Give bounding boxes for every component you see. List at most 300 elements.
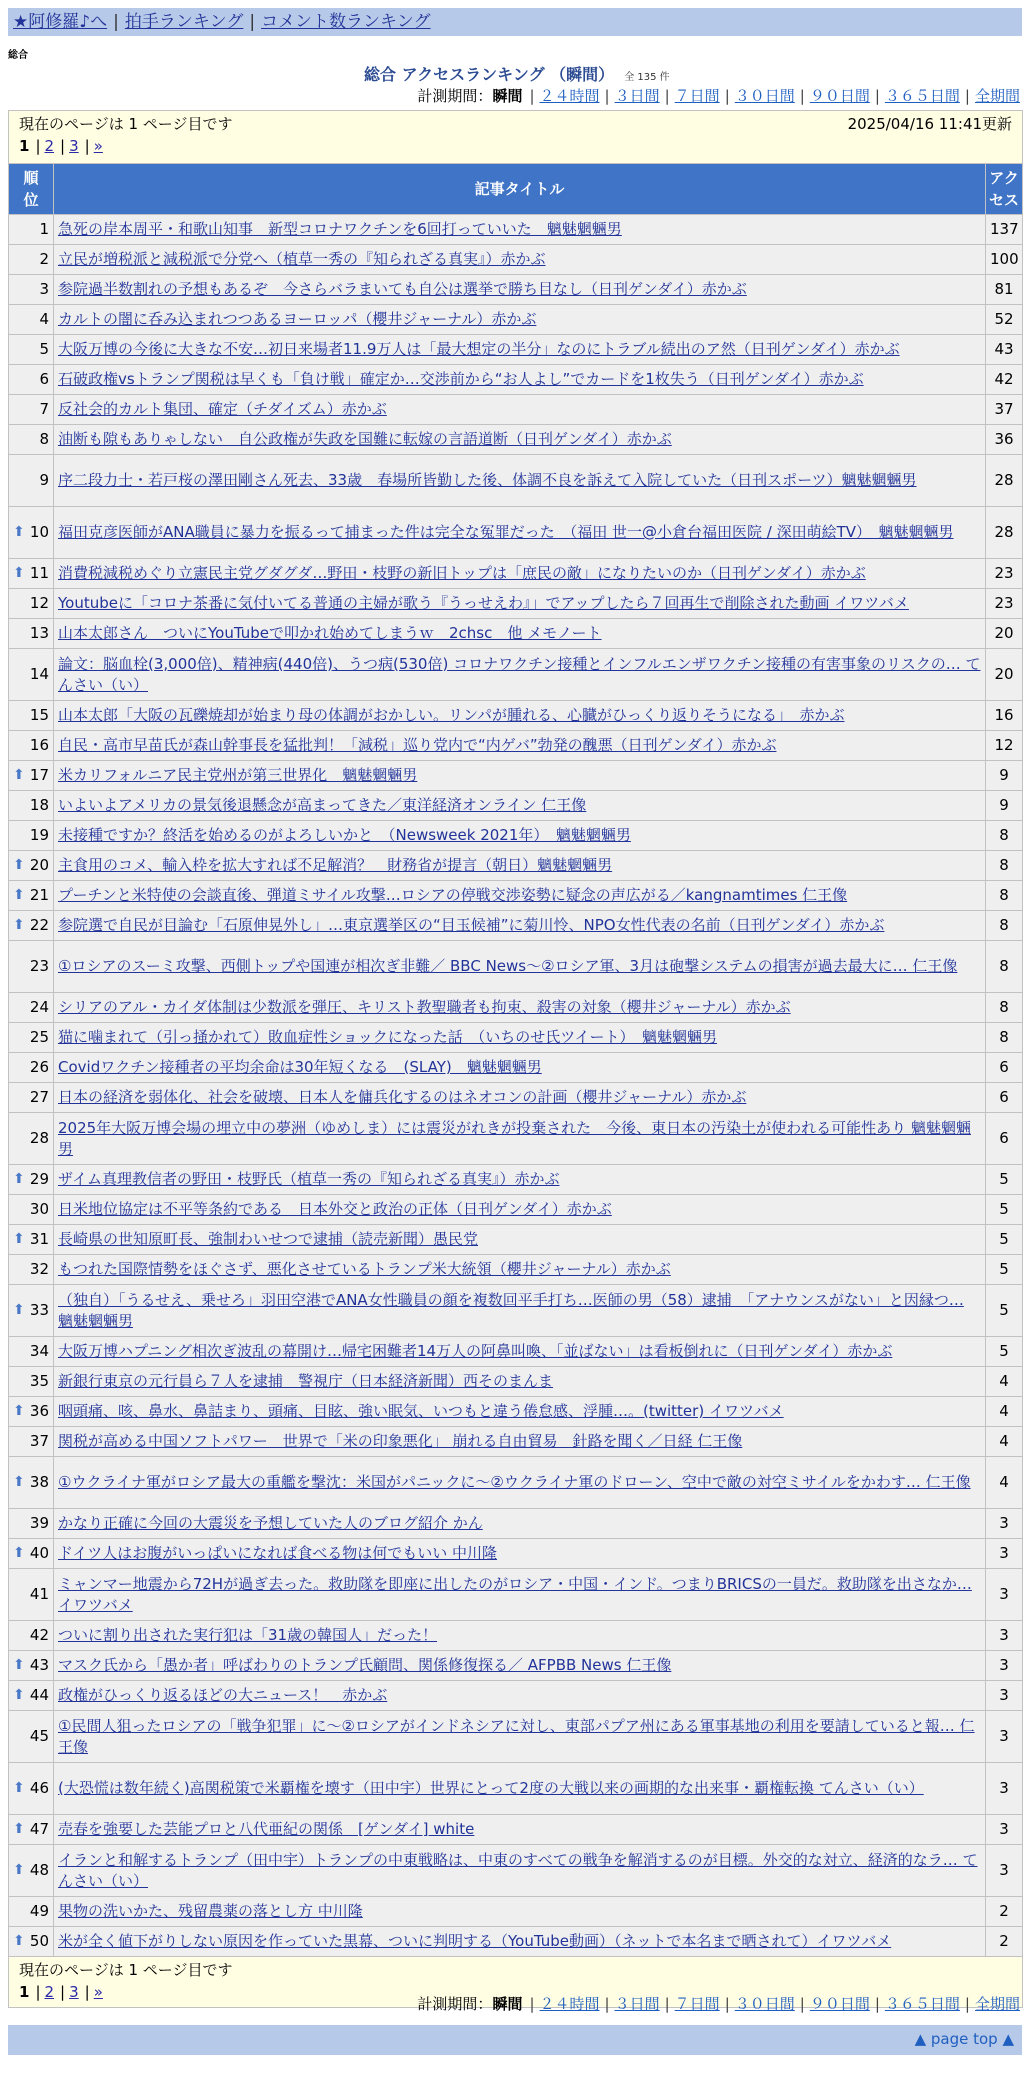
table-row [9, 821, 1023, 851]
access-count: 52 [986, 305, 1023, 335]
rank-cell [9, 215, 54, 245]
table-row [9, 1427, 1023, 1457]
rank-cell [9, 1255, 54, 1285]
access-count: 23 [986, 559, 1023, 589]
article-link[interactable]: 未接種ですか？終活を始めるのがよろしいかと （Newsweek 2021年） 魑魅魍魎男 [58, 826, 631, 844]
access-count: 12 [986, 731, 1023, 761]
rank-cell [9, 851, 54, 881]
rank-number: 44 [29, 1686, 49, 1704]
access-count: 3 [986, 1763, 1023, 1815]
article-link[interactable]: ミャンマー地震から72Hが過ぎ去った。救助隊を即座に出したのがロシア・中国・インド。つまりBRICSの一員だ。救助隊を出さなか… イワツバメ [58, 1574, 972, 1614]
table-row [9, 761, 1023, 791]
period-option-4[interactable]: ９０日間 [809, 1995, 870, 2013]
table-row [9, 215, 1023, 245]
clap-ranking-link[interactable]: 拍手ランキング [124, 12, 244, 32]
access-count: 2 [986, 1927, 1023, 1957]
period-option-5[interactable]: ３６５日間 [884, 1995, 960, 2013]
article-link[interactable]: 咽頭痛、咳、鼻水、鼻詰まり、頭痛、目眩、強い眠気、いつもと違う倦怠感、浮腫…。(twitter) イワツバメ [58, 1402, 784, 1420]
top-nav-bar: ★阿修羅♪へ | 拍手ランキング | コメント数ランキング [8, 8, 1022, 36]
article-link[interactable]: 政権がひっくり返るほどの大ニュース！ 赤かぶ [58, 1686, 388, 1704]
rank-up-icon: ⬆ [13, 767, 25, 783]
article-link[interactable]: 福田克彦医師がANA職員に暴力を振るって捕まった件は完全な冤罪だった （福田 世一@小倉台福田医院 / 深田萌絵TV） 魑魅魍魎男 [58, 523, 954, 541]
article-link[interactable]: 山本太郎「大阪の瓦礫焼却が始まり母の体調がおかしい。リンパが腫れる、心臓がひっくり返りそうになる」 赤かぶ [58, 706, 845, 724]
access-count: 5 [986, 1225, 1023, 1255]
pagination-top: 1 | 2 | 3 | » [19, 137, 103, 155]
rank-cell [9, 1711, 54, 1763]
rank-up-icon: ⬆ [13, 1171, 25, 1187]
article-link[interactable]: 売春を強要した芸能プロと八代亜紀の関係 [ゲンダイ] white [58, 1820, 475, 1838]
table-row [9, 1165, 1023, 1195]
rank-number: 29 [29, 1170, 49, 1188]
rank-number: 37 [29, 1432, 49, 1450]
table-row [9, 1255, 1023, 1285]
rank-number: 36 [29, 1402, 49, 1420]
article-link[interactable]: もつれた国際情勢をほぐさず、悪化させているトランプ米大統領（櫻井ジャーナル）赤かぶ [58, 1260, 671, 1278]
title-cell [54, 1897, 986, 1927]
table-row [9, 993, 1023, 1023]
period-label: 計測期間： [417, 87, 493, 105]
title-cell [54, 1113, 986, 1165]
table-row [9, 701, 1023, 731]
rank-cell [9, 821, 54, 851]
article-link[interactable]: Covidワクチン接種者の平均余命は30年短くなる (SLAY) 魑魅魍魎男 [58, 1058, 542, 1076]
page-link-2[interactable]: 2 [44, 1983, 55, 2001]
article-link[interactable]: 大阪万博の今後に大きな不安…初日来場者11.9万人は「最大想定の半分」なのにトラブル続出のア然（日刊ゲンダイ）赤かぶ [58, 340, 900, 358]
access-count: 137 [986, 215, 1023, 245]
rank-cell [9, 761, 54, 791]
rank-number: 2 [39, 250, 49, 268]
rank-number: 50 [29, 1932, 49, 1950]
article-link[interactable]: シリアのアル・カイダ体制は少数派を弾圧、キリスト教聖職者も拘束、殺害の対象（櫻井ジャーナル）赤かぶ [58, 998, 791, 1016]
title-cell [54, 1845, 986, 1897]
period-option-3[interactable]: ３０日間 [734, 1995, 795, 2013]
rank-up-icon: ⬆ [13, 1687, 25, 1703]
rank-up-icon: ⬆ [13, 1933, 25, 1949]
rank-number: 8 [39, 430, 49, 448]
article-link[interactable]: 石破政権vsトランプ関税は早くも「負け戦」確定か…交渉前から“お人よし”でカードを1枚失う（日刊ゲンダイ）赤かぶ [58, 370, 864, 388]
rank-number: 16 [29, 736, 49, 754]
title-cell [54, 1621, 986, 1651]
article-link[interactable]: 油断も隙もありゃしない 自公政権が失政を国難に転嫁の言語道断（日刊ゲンダイ）赤かぶ [58, 430, 672, 448]
rank-number: 46 [29, 1779, 49, 1797]
article-link[interactable]: 立民が増税派と減税派で分党へ（植草一秀の『知られざる真実』）赤かぶ [58, 250, 546, 268]
access-header: アクセス [986, 164, 1023, 215]
article-link[interactable]: 反社会的カルト集団、確定（チダイズム）赤かぶ [58, 400, 387, 418]
table-row [9, 559, 1023, 589]
access-count: 16 [986, 701, 1023, 731]
title-cell [54, 1681, 986, 1711]
rank-cell [9, 1621, 54, 1651]
title-cell [54, 275, 986, 305]
period-option-6[interactable]: 全期間 [974, 1995, 1020, 2013]
rank-cell [9, 1845, 54, 1897]
rank-up-icon: ⬆ [13, 565, 25, 581]
period-option-1[interactable]: ３日間 [614, 1995, 660, 2013]
table-row [9, 1337, 1023, 1367]
period-option-0[interactable]: ２４時間 [539, 1995, 600, 2013]
title-cell [54, 1255, 986, 1285]
rank-cell [9, 1083, 54, 1113]
rank-cell [9, 507, 54, 559]
rank-cell [9, 1457, 54, 1509]
rank-number: 33 [29, 1301, 49, 1319]
period-option-2[interactable]: ７日間 [674, 1995, 720, 2013]
article-link[interactable]: マスク氏から「愚か者」呼ばわりのトランプ氏顧問、関係修復探る／ AFPBB News 仁王像 [58, 1656, 672, 1674]
table-row [9, 1023, 1023, 1053]
article-link[interactable]: 大阪万博ハプニング相次ぎ波乱の幕開け…帰宅困難者14万人の阿鼻叫喚、「並ばない」は看板倒れに（日刊ゲンダイ）赤かぶ [58, 1342, 893, 1360]
title-cell [54, 1337, 986, 1367]
title-cell [54, 851, 986, 881]
article-link[interactable]: ザイム真理教信者の野田・枝野氏（植草一秀の『知られざる真実』）赤かぶ [58, 1170, 560, 1188]
title-cell [54, 993, 986, 1023]
rank-number: 17 [29, 766, 49, 784]
rank-cell [9, 1509, 54, 1539]
article-link[interactable]: 長崎県の世知原町長、強制わいせつで逮捕（読売新聞）愚民党 [58, 1230, 479, 1248]
title-cell [54, 1225, 986, 1255]
page-top-link[interactable]: ▲ page top ▲ [914, 2030, 1014, 2048]
rank-up-icon: ⬆ [13, 857, 25, 873]
title-cell [54, 305, 986, 335]
rank-number: 21 [29, 886, 49, 904]
rank-number: 20 [29, 856, 49, 874]
rank-number: 43 [29, 1656, 49, 1674]
article-link[interactable]: かなり正確に今回の大震災を予想していた人のブログ紹介 かん [58, 1514, 483, 1532]
page-info-row-top [9, 111, 1023, 164]
rank-cell [9, 1539, 54, 1569]
period-option-0[interactable]: ２４時間 [539, 87, 600, 105]
article-link[interactable]: 参院選で自民が目論む「石原伸晃外し」…東京選挙区の“目玉候補”に菊川怜、NPO女性代表の名前（日刊ゲンダイ）赤かぶ [58, 916, 885, 934]
article-link[interactable]: 自民・高市早苗氏が森山幹事長を猛批判！「減税」巡り党内で“内ゲバ”勃発の醜悪（日刊ゲンダイ）赤かぶ [58, 736, 777, 754]
page-link-3[interactable]: 3 [69, 137, 79, 155]
rank-up-icon: ⬆ [13, 1231, 25, 1247]
article-link[interactable]: カルトの闇に呑み込まれつつあるヨーロッパ（櫻井ジャーナル）赤かぶ [58, 310, 537, 328]
access-count: 37 [986, 395, 1023, 425]
period-option-6[interactable]: 全期間 [974, 87, 1020, 105]
article-link[interactable]: 序二段力士・若戸桜の澤田剛さん死去、33歳 春場所皆勤した後、体調不良を訴えて入院していた（日刊スポーツ）魑魅魍魎男 [58, 471, 917, 489]
rank-cell [9, 1763, 54, 1815]
access-count: 5 [986, 1255, 1023, 1285]
rank-number: 31 [29, 1230, 49, 1248]
rank-cell [9, 881, 54, 911]
rank-number: 1 [39, 220, 49, 238]
rank-number: 5 [39, 340, 49, 358]
article-link[interactable]: 新銀行東京の元行員ら７人を逮捕 警視庁（日本経済新聞）西そのまんま [58, 1372, 554, 1390]
article-link[interactable]: 関税が高める中国ソフトパワー 世界で「米の印象悪化」 崩れる自由貿易 針路を聞く／日経 仁王像 [58, 1432, 743, 1450]
period-option-5[interactable]: ３６５日間 [884, 87, 960, 105]
rank-cell [9, 1053, 54, 1083]
page-next-link[interactable]: » [93, 1983, 103, 2001]
rank-cell [9, 1337, 54, 1367]
title-cell [54, 1367, 986, 1397]
title-cell [54, 619, 986, 649]
table-row [9, 507, 1023, 559]
access-count: 3 [986, 1569, 1023, 1621]
article-link[interactable]: 猫に噛まれて（引っ掻かれて）敗血症性ショックになった話 （いちのせ氏ツイート） 魑魅魍魎男 [58, 1028, 717, 1046]
rank-number: 34 [29, 1342, 49, 1360]
access-count: 8 [986, 821, 1023, 851]
rank-header: 順位 [9, 164, 54, 215]
title-cell [54, 425, 986, 455]
rank-up-icon: ⬆ [13, 1302, 25, 1318]
table-row [9, 1711, 1023, 1763]
access-count: 20 [986, 619, 1023, 649]
title-cell [54, 1457, 986, 1509]
access-count: 100 [986, 245, 1023, 275]
rank-up-icon: ⬆ [13, 887, 25, 903]
article-link[interactable]: 果物の洗いかた、残留農薬の落とし方 中川隆 [58, 1902, 363, 1920]
title-cell [54, 1053, 986, 1083]
period-option-4[interactable]: ９０日間 [809, 87, 870, 105]
rank-number: 6 [39, 370, 49, 388]
article-link[interactable]: ドイツ人はお腹がいっぱいになれば食べる物は何でもいい 中川隆 [58, 1544, 498, 1562]
access-count: 8 [986, 881, 1023, 911]
title-cell [54, 1285, 986, 1337]
rank-cell [9, 245, 54, 275]
rank-number: 9 [39, 471, 49, 489]
article-link[interactable]: ①ロシアのスーミ攻撃、西側トップや国連が相次ぎ非難／ BBC News〜②ロシア軍、3月は砲撃システムの損害が過去最大に… 仁王像 [58, 957, 958, 975]
title-cell [54, 1023, 986, 1053]
title-cell [54, 245, 986, 275]
rank-number: 40 [29, 1544, 49, 1562]
rank-cell [9, 455, 54, 507]
access-count: 3 [986, 1681, 1023, 1711]
pagination-bottom: 1 | 2 | 3 | » [19, 1983, 103, 2001]
rank-number: 22 [29, 916, 49, 934]
title-cell [54, 395, 986, 425]
article-link[interactable]: ①民間人狙ったロシアの「戦争犯罪」に〜②ロシアがインドネシアに対し、東部パプア州にある軍事基地の利用を要請していると報… 仁王像 [58, 1716, 975, 1756]
article-link[interactable]: 論文：脳血栓(3,000倍)、精神病(440倍)、うつ病(530倍) コロナワクチン接種とインフルエンザワクチン接種の有害事象のリスクの… てんさい（い） [58, 654, 981, 694]
total-count: 全 135 件 [624, 72, 670, 83]
title-cell [54, 1711, 986, 1763]
table-header-row [9, 164, 1023, 215]
rank-cell [9, 425, 54, 455]
home-link[interactable]: ★阿修羅♪へ [13, 12, 108, 32]
page-link-2[interactable]: 2 [44, 137, 55, 155]
article-link[interactable]: 消費税減税めぐり立憲民主党グダグダ…野田・枝野の新旧トップは「庶民の敵」になりたいのか（日刊ゲンダイ）赤かぶ [58, 564, 866, 582]
title-cell [54, 1927, 986, 1957]
article-link[interactable]: 山本太郎さん ついにYouTubeで叩かれ始めてしまうｗ 2chsc 他 メモノート [58, 624, 602, 642]
article-link[interactable]: ①ウクライナ軍がロシア最大の重艦を撃沈：米国がパニックに〜②ウクライナ軍のドローン、空中で敵の対空ミサイルをかわす… 仁王像 [58, 1473, 971, 1491]
period-current: 瞬間 [492, 87, 523, 105]
access-count: 81 [986, 275, 1023, 305]
page-current: 1 [19, 1983, 30, 2001]
rank-number: 18 [29, 796, 49, 814]
rank-cell [9, 791, 54, 821]
article-link[interactable]: ついに割り出された実行犯は「31歳の韓国人」だった！ [58, 1626, 438, 1644]
rank-cell [9, 701, 54, 731]
access-count: 3 [986, 1621, 1023, 1651]
rank-cell [9, 275, 54, 305]
page-link-3[interactable]: 3 [69, 1983, 79, 2001]
access-count: 20 [986, 649, 1023, 701]
table-row [9, 1845, 1023, 1897]
period-current: 瞬間 [492, 1995, 523, 2013]
rank-cell [9, 1397, 54, 1427]
title-cell [54, 1509, 986, 1539]
rank-up-icon: ⬆ [13, 1780, 25, 1796]
title-cell [54, 821, 986, 851]
access-count: 3 [986, 1815, 1023, 1845]
access-count: 8 [986, 993, 1023, 1023]
title-cell [54, 1427, 986, 1457]
period-option-3[interactable]: ３０日間 [734, 87, 795, 105]
table-row [9, 245, 1023, 275]
access-count: 9 [986, 761, 1023, 791]
title-cell [54, 881, 986, 911]
rank-cell [9, 1897, 54, 1927]
rank-number: 38 [29, 1473, 49, 1491]
access-count: 43 [986, 335, 1023, 365]
table-row [9, 1897, 1023, 1927]
rank-cell [9, 1569, 54, 1621]
access-count: 3 [986, 1711, 1023, 1763]
article-link[interactable]: (大恐慌は数年続く)高関税策で米覇権を壊す（田中宇）世界にとって2度の大戦以来の画期的な出来事・覇権転換 てんさい（い） [58, 1779, 924, 1797]
rank-number: 41 [29, 1585, 49, 1603]
table-row [9, 649, 1023, 701]
rank-number: 39 [29, 1514, 49, 1532]
rank-cell [9, 731, 54, 761]
page-info-text: 現在のページは 1 ページ目です [19, 115, 233, 133]
article-link[interactable]: 米カリフォルニア民主党州が第三世界化 魑魅魍魎男 [58, 766, 418, 784]
title-header: 記事タイトル [54, 164, 986, 215]
title-cell [54, 941, 986, 993]
rank-number: 28 [29, 1129, 49, 1147]
rank-cell [9, 941, 54, 993]
article-link[interactable]: 日本の経済を弱体化、社会を破壊、日本人を傭兵化するのはネオコンの計画（櫻井ジャーナル）赤かぶ [58, 1088, 747, 1106]
article-link[interactable]: プーチンと米特使の会談直後、弾道ミサイル攻撃…ロシアの停戦交渉姿勢に疑念の声広がる／kangnamtimes 仁王像 [58, 886, 848, 904]
table-row [9, 1225, 1023, 1255]
table-row [9, 455, 1023, 507]
rank-number: 19 [29, 826, 49, 844]
rank-cell [9, 911, 54, 941]
title-cell [54, 1815, 986, 1845]
rank-up-icon: ⬆ [13, 1862, 25, 1878]
access-count: 5 [986, 1337, 1023, 1367]
rank-number: 3 [39, 280, 49, 298]
table-row [9, 1569, 1023, 1621]
table-row [9, 1397, 1023, 1427]
period-option-1[interactable]: ３日間 [614, 87, 660, 105]
rank-up-icon: ⬆ [13, 1545, 25, 1561]
article-link[interactable]: Youtubeに「コロナ茶番に気付いてる普通の主婦が歌う『うっせえわ』」でアップしたら７回再生で削除された動画 イワツバメ [58, 594, 909, 612]
table-row [9, 305, 1023, 335]
table-row [9, 1285, 1023, 1337]
ranking-table [8, 110, 1023, 2008]
title-cell [54, 1569, 986, 1621]
rank-number: 7 [39, 400, 49, 418]
rank-cell [9, 1165, 54, 1195]
access-count: 4 [986, 1367, 1023, 1397]
table-row [9, 1367, 1023, 1397]
period-label: 計測期間： [417, 1995, 493, 2013]
rank-cell [9, 559, 54, 589]
rank-up-icon: ⬆ [13, 1657, 25, 1673]
access-count: 3 [986, 1539, 1023, 1569]
table-row [9, 911, 1023, 941]
title-cell [54, 701, 986, 731]
table-row [9, 1651, 1023, 1681]
rank-cell [9, 1023, 54, 1053]
page-next-link[interactable]: » [93, 137, 103, 155]
table-row [9, 881, 1023, 911]
title-cell [54, 455, 986, 507]
rank-number: 23 [29, 957, 49, 975]
table-row [9, 619, 1023, 649]
rank-number: 30 [29, 1200, 49, 1218]
rank-cell [9, 305, 54, 335]
rank-cell [9, 1113, 54, 1165]
access-count: 9 [986, 791, 1023, 821]
article-link[interactable]: 日米地位協定は不平等条約である 日本外交と政治の正体（日刊ゲンダイ）赤かぶ [58, 1200, 612, 1218]
rank-up-icon: ⬆ [13, 524, 25, 540]
table-row [9, 791, 1023, 821]
category-tag: 総合 [8, 50, 28, 61]
rank-cell [9, 1285, 54, 1337]
article-link[interactable]: いよいよアメリカの景気後退懸念が高まってきた／東洋経済オンライン 仁王像 [58, 796, 587, 814]
rank-number: 12 [29, 594, 49, 612]
rank-number: 13 [29, 624, 49, 642]
comment-ranking-link[interactable]: コメント数ランキング [261, 12, 431, 32]
rank-cell [9, 1225, 54, 1255]
rank-cell [9, 335, 54, 365]
access-count: 4 [986, 1397, 1023, 1427]
rank-number: 42 [29, 1626, 49, 1644]
table-row [9, 1509, 1023, 1539]
access-count: 8 [986, 911, 1023, 941]
article-link[interactable]: 米が全く値下がりしない原因を作っていた黒幕、ついに判明する（YouTube動画）（ネットで本名まで晒されて）イワツバメ [58, 1932, 892, 1950]
article-link[interactable]: イランと和解するトランプ（田中宇）トランプの中東戦略は、中東のすべての戦争を解消するのが目標。外交的な対立、経済的なラ… てんさい（い） [58, 1850, 978, 1890]
access-count: 8 [986, 941, 1023, 993]
rank-number: 27 [29, 1088, 49, 1106]
article-link[interactable]: 急死の岸本周平・和歌山知事 新型コロナワクチンを6回打っていいた 魑魅魍魎男 [58, 220, 622, 238]
title-cell [54, 365, 986, 395]
article-link[interactable]: （独自）「うるせえ、乗せろ」羽田空港でANA女性職員の顔を複数回平手打ち…医師の男（58）逮捕 「アナウンスがない」と因縁つ… 魑魅魍魎男 [58, 1290, 964, 1330]
article-link[interactable]: 2025年大阪万博会場の埋立中の夢洲（ゆめしま）には震災がれきが投棄された 今後、東日本の汚染土が使われる可能性あり 魑魅魍魎男 [58, 1118, 971, 1158]
access-count: 3 [986, 1509, 1023, 1539]
rank-number: 35 [29, 1372, 49, 1390]
period-selector-bottom: 計測期間：瞬間 | ２４時間 | ３日間 | ７日間 | ３０日間 | ９０日間 | ３６５日間 | 全期間 [417, 1995, 1020, 2013]
rank-number: 25 [29, 1028, 49, 1046]
updated-timestamp: 2025/04/16 11:41更新 [847, 115, 1013, 133]
table-row [9, 1539, 1023, 1569]
period-selector-top: 計測期間：瞬間 | ２４時間 | ３日間 | ７日間 | ３０日間 | ９０日間 | ３６５日間 | 全期間 [417, 87, 1020, 105]
rank-cell [9, 649, 54, 701]
rank-cell [9, 1427, 54, 1457]
article-link[interactable]: 参院過半数割れの予想もあるぞ 今さらバラまいても自公は選挙で勝ち目なし（日刊ゲンダイ）赤かぶ [58, 280, 747, 298]
rank-up-icon: ⬆ [13, 1474, 25, 1490]
period-option-2[interactable]: ７日間 [674, 87, 720, 105]
rank-cell [9, 395, 54, 425]
title-cell [54, 559, 986, 589]
title-cell [54, 1539, 986, 1569]
rank-cell [9, 619, 54, 649]
rank-number: 45 [29, 1727, 49, 1745]
rank-number: 47 [29, 1820, 49, 1838]
rank-number: 11 [29, 564, 49, 582]
table-row [9, 589, 1023, 619]
title-cell [54, 1083, 986, 1113]
access-count: 2 [986, 1897, 1023, 1927]
article-link[interactable]: 主食用のコメ、輸入枠を拡大すれば不足解消？ 財務省が提言（朝日）魑魅魍魎男 [58, 856, 613, 874]
rank-cell [9, 365, 54, 395]
title-cell [54, 1165, 986, 1195]
rank-cell [9, 1681, 54, 1711]
rank-number: 49 [29, 1902, 49, 1920]
rank-number: 32 [29, 1260, 49, 1278]
rank-cell [9, 1651, 54, 1681]
table-row [9, 1927, 1023, 1957]
title-cell [54, 1397, 986, 1427]
